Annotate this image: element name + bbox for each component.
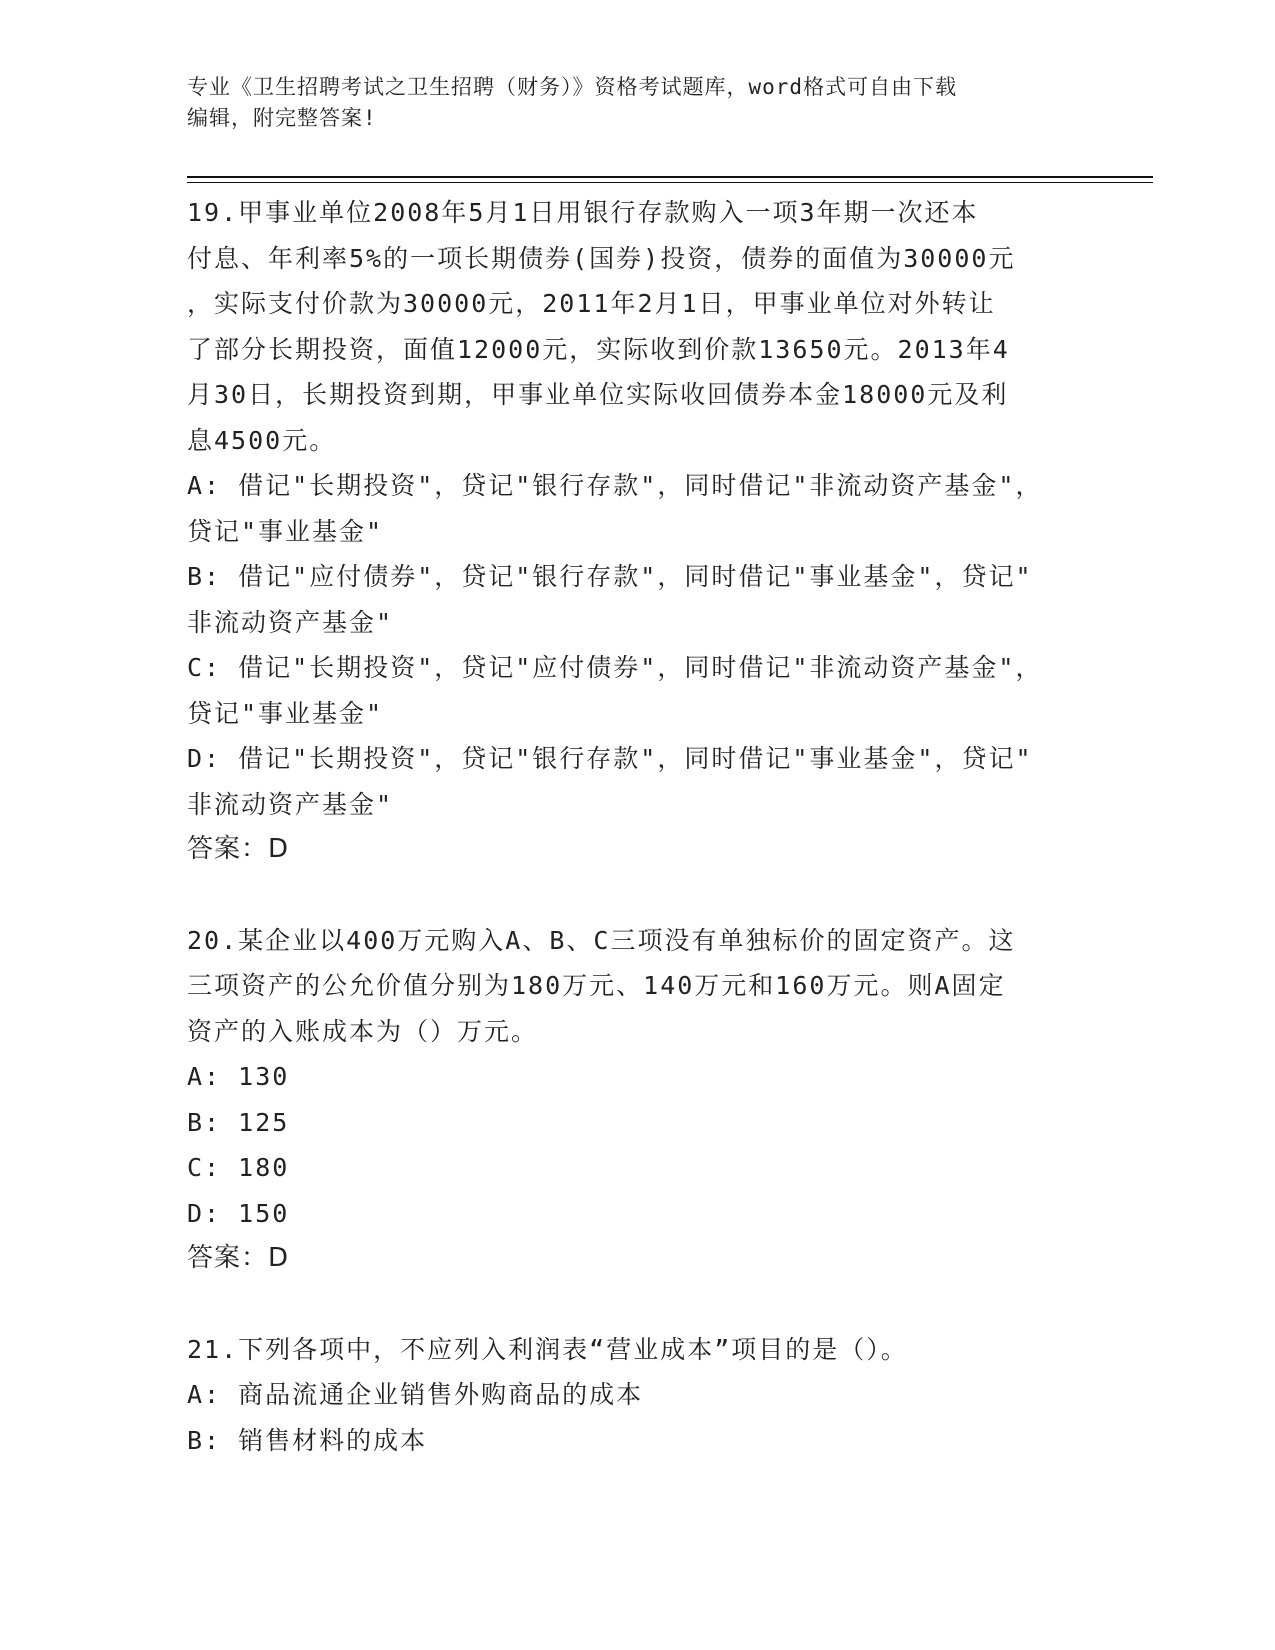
option-d: D: 150	[187, 1198, 290, 1228]
option-a	[187, 463, 1087, 554]
option-line: 贷记"事业基金"	[187, 698, 384, 728]
option-line: 非流动资产基金"	[187, 789, 394, 819]
header-line-1: 专业《卫生招聘考试之卫生招聘（财务）》资格考试题库，word格式可自由下载	[187, 75, 958, 99]
header-rule-thick	[187, 176, 1153, 178]
option-line: C: 借记"长期投资"，贷记"应付债券"，同时借记"非流动资产基金"，	[187, 653, 1043, 682]
question-stem-line: 21.下列各项中，不应列入利润表“营业成本”项目的是（）。	[187, 1334, 908, 1364]
question-stem-line: 20.某企业以400万元购入A、B、C三项没有单独标价的固定资产。这	[187, 925, 1016, 955]
question-stem-line: 月30日，长期投资到期，甲事业单位实际收回债券本金18000元及利	[187, 380, 1009, 409]
header-line-2: 编辑，附完整答案!	[187, 106, 377, 130]
option-a: A: 商品流通企业销售外购商品的成本	[187, 1380, 644, 1409]
answer-label: 答案：D	[187, 834, 290, 864]
question-stem-line: 三项资产的公允价值分别为180万元、140万元和160万元。则A固定	[187, 971, 1006, 1000]
question-stem-line: ，实际支付价款为30000元，2011年2月1日，甲事业单位对外转让	[187, 289, 996, 318]
question-gap	[187, 873, 1087, 918]
option-line: B: 借记"应付债券"，贷记"银行存款"，同时借记"事业基金"，贷记"	[187, 562, 1033, 591]
option-b: B: 销售材料的成本	[187, 1425, 428, 1455]
option-a: A: 130	[187, 1062, 290, 1091]
answer-label: 答案：D	[187, 1243, 290, 1273]
question-gap	[187, 1282, 1087, 1327]
question-20	[187, 918, 1087, 1282]
option-line: A: 借记"长期投资"，贷记"银行存款"，同时借记"非流动资产基金"，	[187, 471, 1043, 500]
question-stem-line: 资产的入账成本为（）万元。	[187, 1016, 539, 1046]
option-d	[187, 736, 1087, 827]
question-list	[187, 190, 1087, 1463]
option-line: 非流动资产基金"	[187, 607, 394, 637]
question-stem-line: 19.甲事业单位2008年5月1日用银行存款购入一项3年期一次还本	[187, 198, 979, 227]
option-b: B: 125	[187, 1107, 290, 1137]
question-stem-line: 息4500元。	[187, 425, 337, 455]
option-b	[187, 554, 1087, 645]
option-line: 贷记"事业基金"	[187, 516, 384, 546]
question-19	[187, 190, 1087, 873]
question-21	[187, 1327, 1087, 1464]
question-stem-line: 了部分长期投资，面值12000元，实际收到价款13650元。2013年4	[187, 334, 1010, 364]
question-stem-line: 付息、年利率5%的一项长期债券(国券)投资，债券的面值为30000元	[187, 243, 1016, 273]
header-rule-thin	[187, 182, 1153, 183]
document-header	[187, 72, 1087, 134]
option-line: D: 借记"长期投资"，贷记"银行存款"，同时借记"事业基金"，贷记"	[187, 744, 1033, 773]
option-c	[187, 645, 1087, 736]
option-c: C: 180	[187, 1153, 290, 1182]
